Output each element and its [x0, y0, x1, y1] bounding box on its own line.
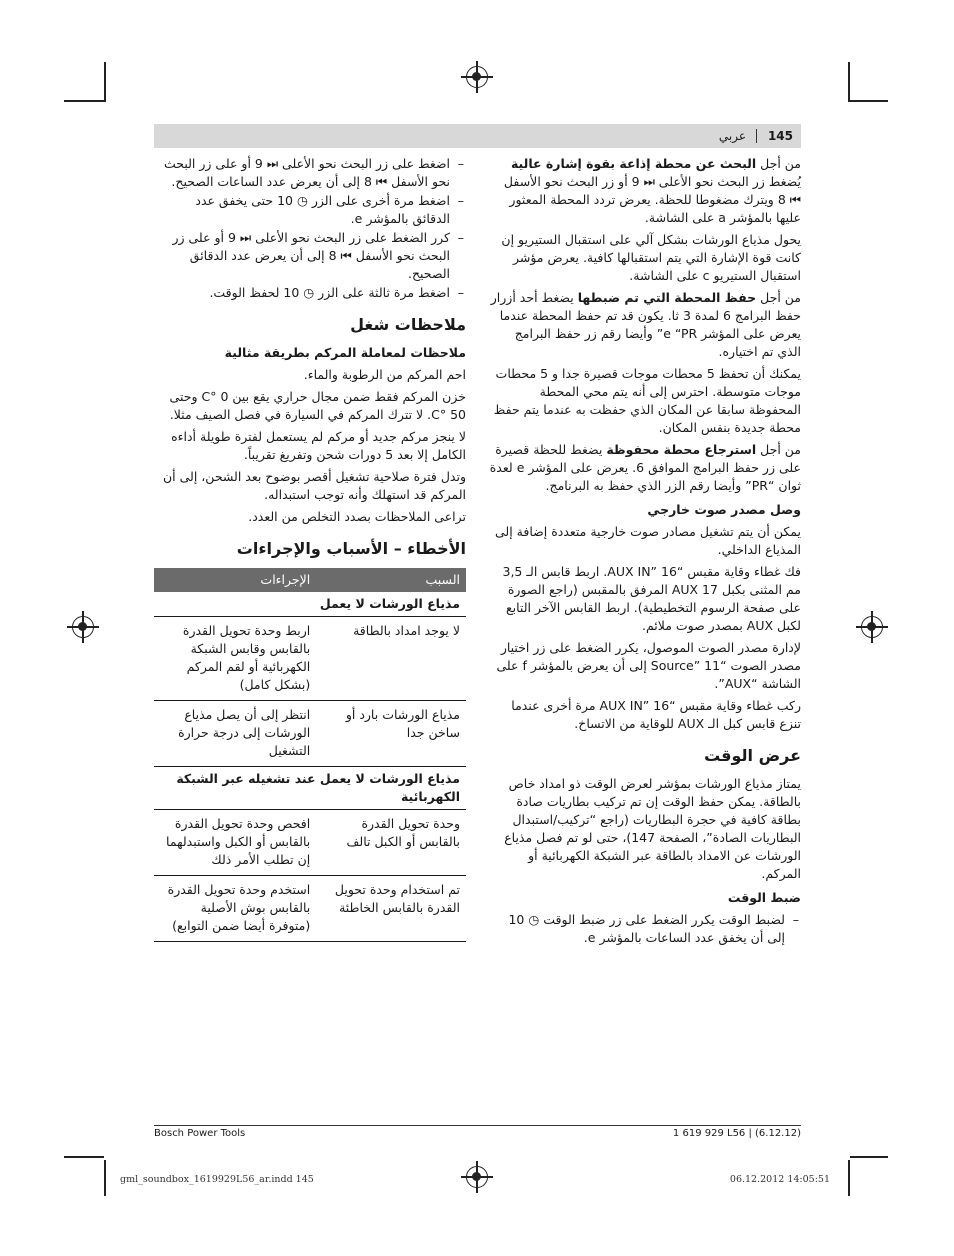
paragraph: تراعى الملاحظات بصدد التخلص من العدد.: [248, 509, 466, 524]
cause-cell: وحدة تحويل القدرة بالقابس أو الكبل تالف: [316, 810, 466, 876]
action-cell: اربط وحدة تحويل القدرة بالقابس وقابس الشبكة الكهربائية أو لقم المركم (بشكل كامل): [154, 617, 316, 701]
paragraph: فك غطاء وقاية مقبس “AUX IN” 16. اربط قابس الـ 3,5 مم المثنى بكبل AUX 17 المرفق بالمقبس (راجع الصورة على صفحة الرسوم التخطيطية). اربط القابس الآخر التابع لكبل AUX بمصدر صوت ملائم.: [502, 564, 801, 633]
registration-mark-icon: [861, 616, 883, 638]
paragraph: وتدل فترة صلاحية تشغيل أقصر بوضوح بعد الشحن، إلى أن المركم قد استهلك وأنه توجب استبداله.: [162, 469, 466, 502]
footer-document-number: 1 619 929 L56 | (6.12.12): [672, 1128, 801, 1139]
troubleshooting-table: [154, 568, 466, 942]
crop-mark: [850, 100, 888, 102]
left-column: [154, 155, 466, 942]
table-section-row: مذياع الورشات لا يعمل عند تشغيله عبر الشبكة الكهربائية: [154, 767, 466, 810]
cause-cell: مذياع الورشات بارد أو ساخن جدا: [316, 701, 466, 767]
registration-mark-icon: [72, 616, 94, 638]
list-item: – لضبط الوقت يكرر الضغط على زر ضبط الوقت ◷ 10 إلى أن يخفق عدد الساعات بالمؤشر e.: [489, 911, 801, 947]
paragraph: خزن المركم فقط ضمن مجال حراري يقع بين 0 °C وحتى 50 °C. لا تترك المركم في السيارة في فصل الصيف مثلا.: [169, 389, 466, 422]
registration-mark-icon: [466, 1166, 488, 1188]
paragraph: لا ينجز مركم جديد أو مركم لم يستعمل لفترة طويلة أداءه الكامل إلا بعد 5 دورات شحن وتفريغ تقريباً.: [171, 429, 466, 462]
crop-mark: [848, 62, 850, 102]
header-divider: [756, 129, 757, 143]
crop-mark: [64, 100, 104, 102]
crop-mark: [104, 1160, 106, 1196]
page-header: [154, 124, 801, 148]
paragraph: احم المركم من الرطوبة والماء.: [303, 367, 466, 382]
column-header-action: الإجراءات: [154, 568, 316, 592]
table-row: [154, 810, 466, 876]
action-cell: استخدم وحدة تحويل القدرة بالقابس بوش الأصلية (متوفرة أيضا ضمن التوابع): [154, 876, 316, 942]
table-row: [154, 617, 466, 701]
list-item: – اضغط على زر البحث نحو الأعلى ⏭ 9 أو على زر البحث نحو الأسفل ⏮ 8 إلى أن يعرض عدد الساعات الصحيح.: [154, 155, 466, 191]
table-section-row: مذياع الورشات لا يعمل: [154, 592, 466, 617]
paragraph: يمتاز مذياع الورشات بمؤشر لعرض الوقت ذو امداد خاص بالطاقة. يمكن حفظ الوقت إن تم تركيب بطاريات صادة بطاقة كافية في حجرة البطاريات (راجع “تركيب/استبدال البطاريات الصادة”، الصفحة 147)، حتى لو تم فصل مذياع الورشات عن الامداد بالطاقة عبر الشبكة الكهربائية أو المركم.: [504, 776, 801, 881]
slug-timestamp: 06.12.2012 14:05:51: [729, 1174, 830, 1185]
registration-mark-icon: [466, 66, 488, 88]
table-row: [154, 876, 466, 942]
paragraph: لإدارة مصدر الصوت الموصول، يكرر الضغط على زر اختيار مصدر الصوت “Source” 11 إلى أن يعرض بالمؤشر f على الشاشة “AUX”.: [496, 640, 801, 691]
section-heading: ملاحظات شغل: [350, 315, 466, 334]
crop-mark: [64, 1156, 104, 1158]
language-label: عربي: [718, 129, 746, 143]
table-row: [154, 701, 466, 767]
crop-mark: [848, 1160, 850, 1196]
crop-mark: [850, 1156, 888, 1158]
footer-divider: [154, 1125, 801, 1126]
paragraph: من أجل استرجاع محطة محفوظة يضغط للحظة قصيرة على زر حفظ البرامج الموافق 6. يعرض على المؤشر e لعدة ثوان “PR” وأيضا رقم الزر الذي حفظ به البرنامج.: [489, 442, 801, 493]
section-heading: الأخطاء – الأسباب والإجراءات: [236, 539, 466, 558]
subheading: ضبط الوقت: [727, 890, 801, 905]
subheading: وصل مصدر صوت خارجي: [647, 502, 801, 517]
paragraph: من أجل حفظ المحطة التي تم ضبطها يضغط أحد أزرار حفظ البرامج 6 لمدة 3 ثا. يكون قد تم حفظ المحطة عندما يعرض على المؤشر e “PR” وأيضا رقم زر حفظ البرامج الذي تم اختياره.: [490, 290, 801, 359]
crop-mark: [104, 62, 106, 102]
paragraph: من أجل البحث عن محطة إذاعة بقوة إشارة عالية يُضغط زر البحث نحو الأعلى ⏭ 9 أو زر البحث نحو الأسفل ⏮ 8 ويترك مضغوطا للحظة. يعرض تردد المحطة المعثور عليها بالمؤشر a على الشاشة.: [503, 156, 801, 225]
list-item: – اضغط مرة ثالثة على الزر ◷ 10 لحفظ الوقت.: [154, 284, 466, 302]
footer-brand: Bosch Power Tools: [154, 1128, 246, 1139]
paragraph: يمكن أن يتم تشغيل مصادر صوت خارجية متعددة إضافة إلى المذياع الداخلي.: [494, 524, 801, 557]
action-cell: انتظر إلى أن يصل مذياع الورشات إلى درجة حرارة التشغيل: [154, 701, 316, 767]
right-column: [489, 155, 801, 948]
paragraph: يمكنك أن تحفظ 5 محطات موجات قصيرة جدا و 5 محطات موجات متوسطة. احترس إلى أنه يتم محي المحطة المحفوظة سابقا عن المكان الذي حفظت به عندما يتم حفظ محطة جديدة بنفس المكان.: [493, 366, 801, 435]
page-number: 145: [760, 124, 801, 148]
table-header-row: [154, 568, 466, 592]
subheading: ملاحظات لمعاملة المركم بطريقة مثالية: [224, 345, 466, 360]
cause-cell: تم استخدام وحدة تحويل القدرة بالقابس الخاطئة: [316, 876, 466, 942]
paragraph: ركب غطاء وقاية مقبس “AUX IN” 16 مرة أخرى عندما تنزع قابس كبل الـ AUX للوقاية من الاتساخ.: [511, 698, 801, 731]
slug-filename: gml_soundbox_1619929L56_ar.indd 145: [120, 1174, 314, 1185]
action-cell: افحص وحدة تحويل القدرة بالقابس أو الكبل واستبدلهما إن تطلب الأمر ذلك: [154, 810, 316, 876]
column-header-cause: السبب: [316, 568, 466, 592]
list-item: – اضغط مرة أخرى على الزر ◷ 10 حتى يخفق عدد الدقائق بالمؤشر e.: [154, 192, 466, 228]
paragraph: يحول مذياع الورشات بشكل آلي على استقبال الستيريو إن كانت قوة الإشارة التي يتم استقبالها كافية. يعرض مؤشر استقبال الستيريو c على الشاشة.: [501, 232, 801, 283]
list-item: – كرر الضغط على زر البحث نحو الأعلى ⏭ 9 أو على زر البحث نحو الأسفل ⏮ 8 إلى أن يعرض عدد الدقائق الصحيح.: [154, 229, 466, 283]
section-heading: عرض الوقت: [704, 746, 801, 765]
cause-cell: لا يوجد امداد بالطاقة: [316, 617, 466, 701]
